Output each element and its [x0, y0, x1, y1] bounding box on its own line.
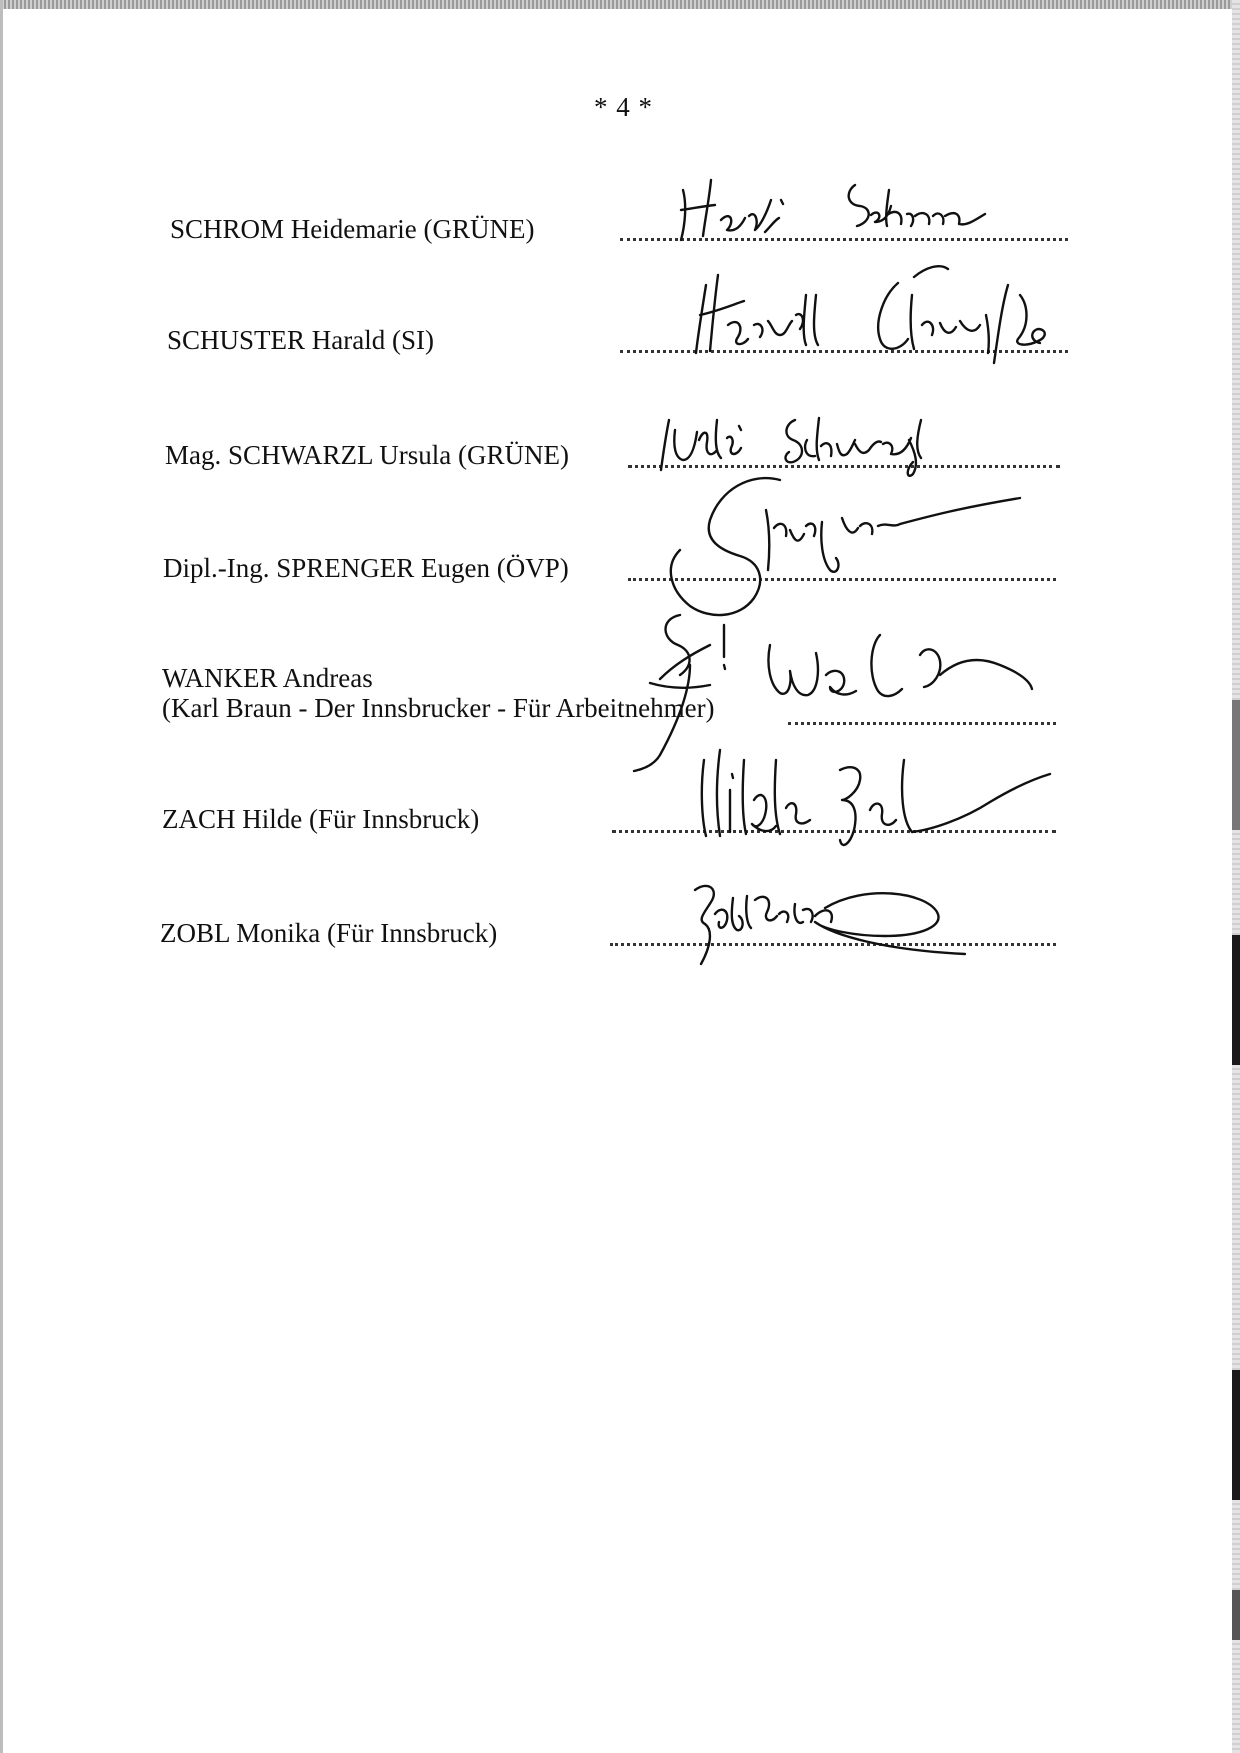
scan-edge-mark	[1232, 700, 1240, 830]
scan-left-edge	[0, 0, 3, 1753]
signatory-name: Mag. SCHWARZL Ursula (GRÜNE)	[165, 440, 569, 470]
signature-zach	[690, 740, 1070, 860]
signatory-name: SCHUSTER Harald (SI)	[167, 325, 434, 355]
signatory-name: ZACH Hilde (Für Innsbruck)	[162, 804, 480, 834]
signatory-name: Dipl.-Ing. SPRENGER Eugen (ÖVP)	[163, 553, 569, 583]
page-number: * 4 *	[594, 92, 653, 122]
signatory-name-line2: (Karl Braun - Der Innsbrucker - Für Arbeitnehmer)	[162, 693, 715, 723]
signature-schuster	[688, 255, 1078, 365]
signatory-name: SCHROM Heidemarie (GRÜNE)	[170, 214, 535, 244]
signatory-name-line1: WANKER Andreas	[162, 663, 373, 693]
scan-edge-mark	[1232, 935, 1240, 1065]
scan-edge-mark	[1232, 1590, 1240, 1640]
scan-edge-mark	[1232, 1370, 1240, 1500]
signature-schrom	[675, 170, 1015, 250]
signature-schwarzl	[655, 400, 1025, 480]
signatory-name: ZOBL Monika (Für Innsbruck)	[160, 918, 498, 948]
scan-top-edge	[0, 0, 1240, 9]
signature-zobl	[675, 870, 1005, 970]
